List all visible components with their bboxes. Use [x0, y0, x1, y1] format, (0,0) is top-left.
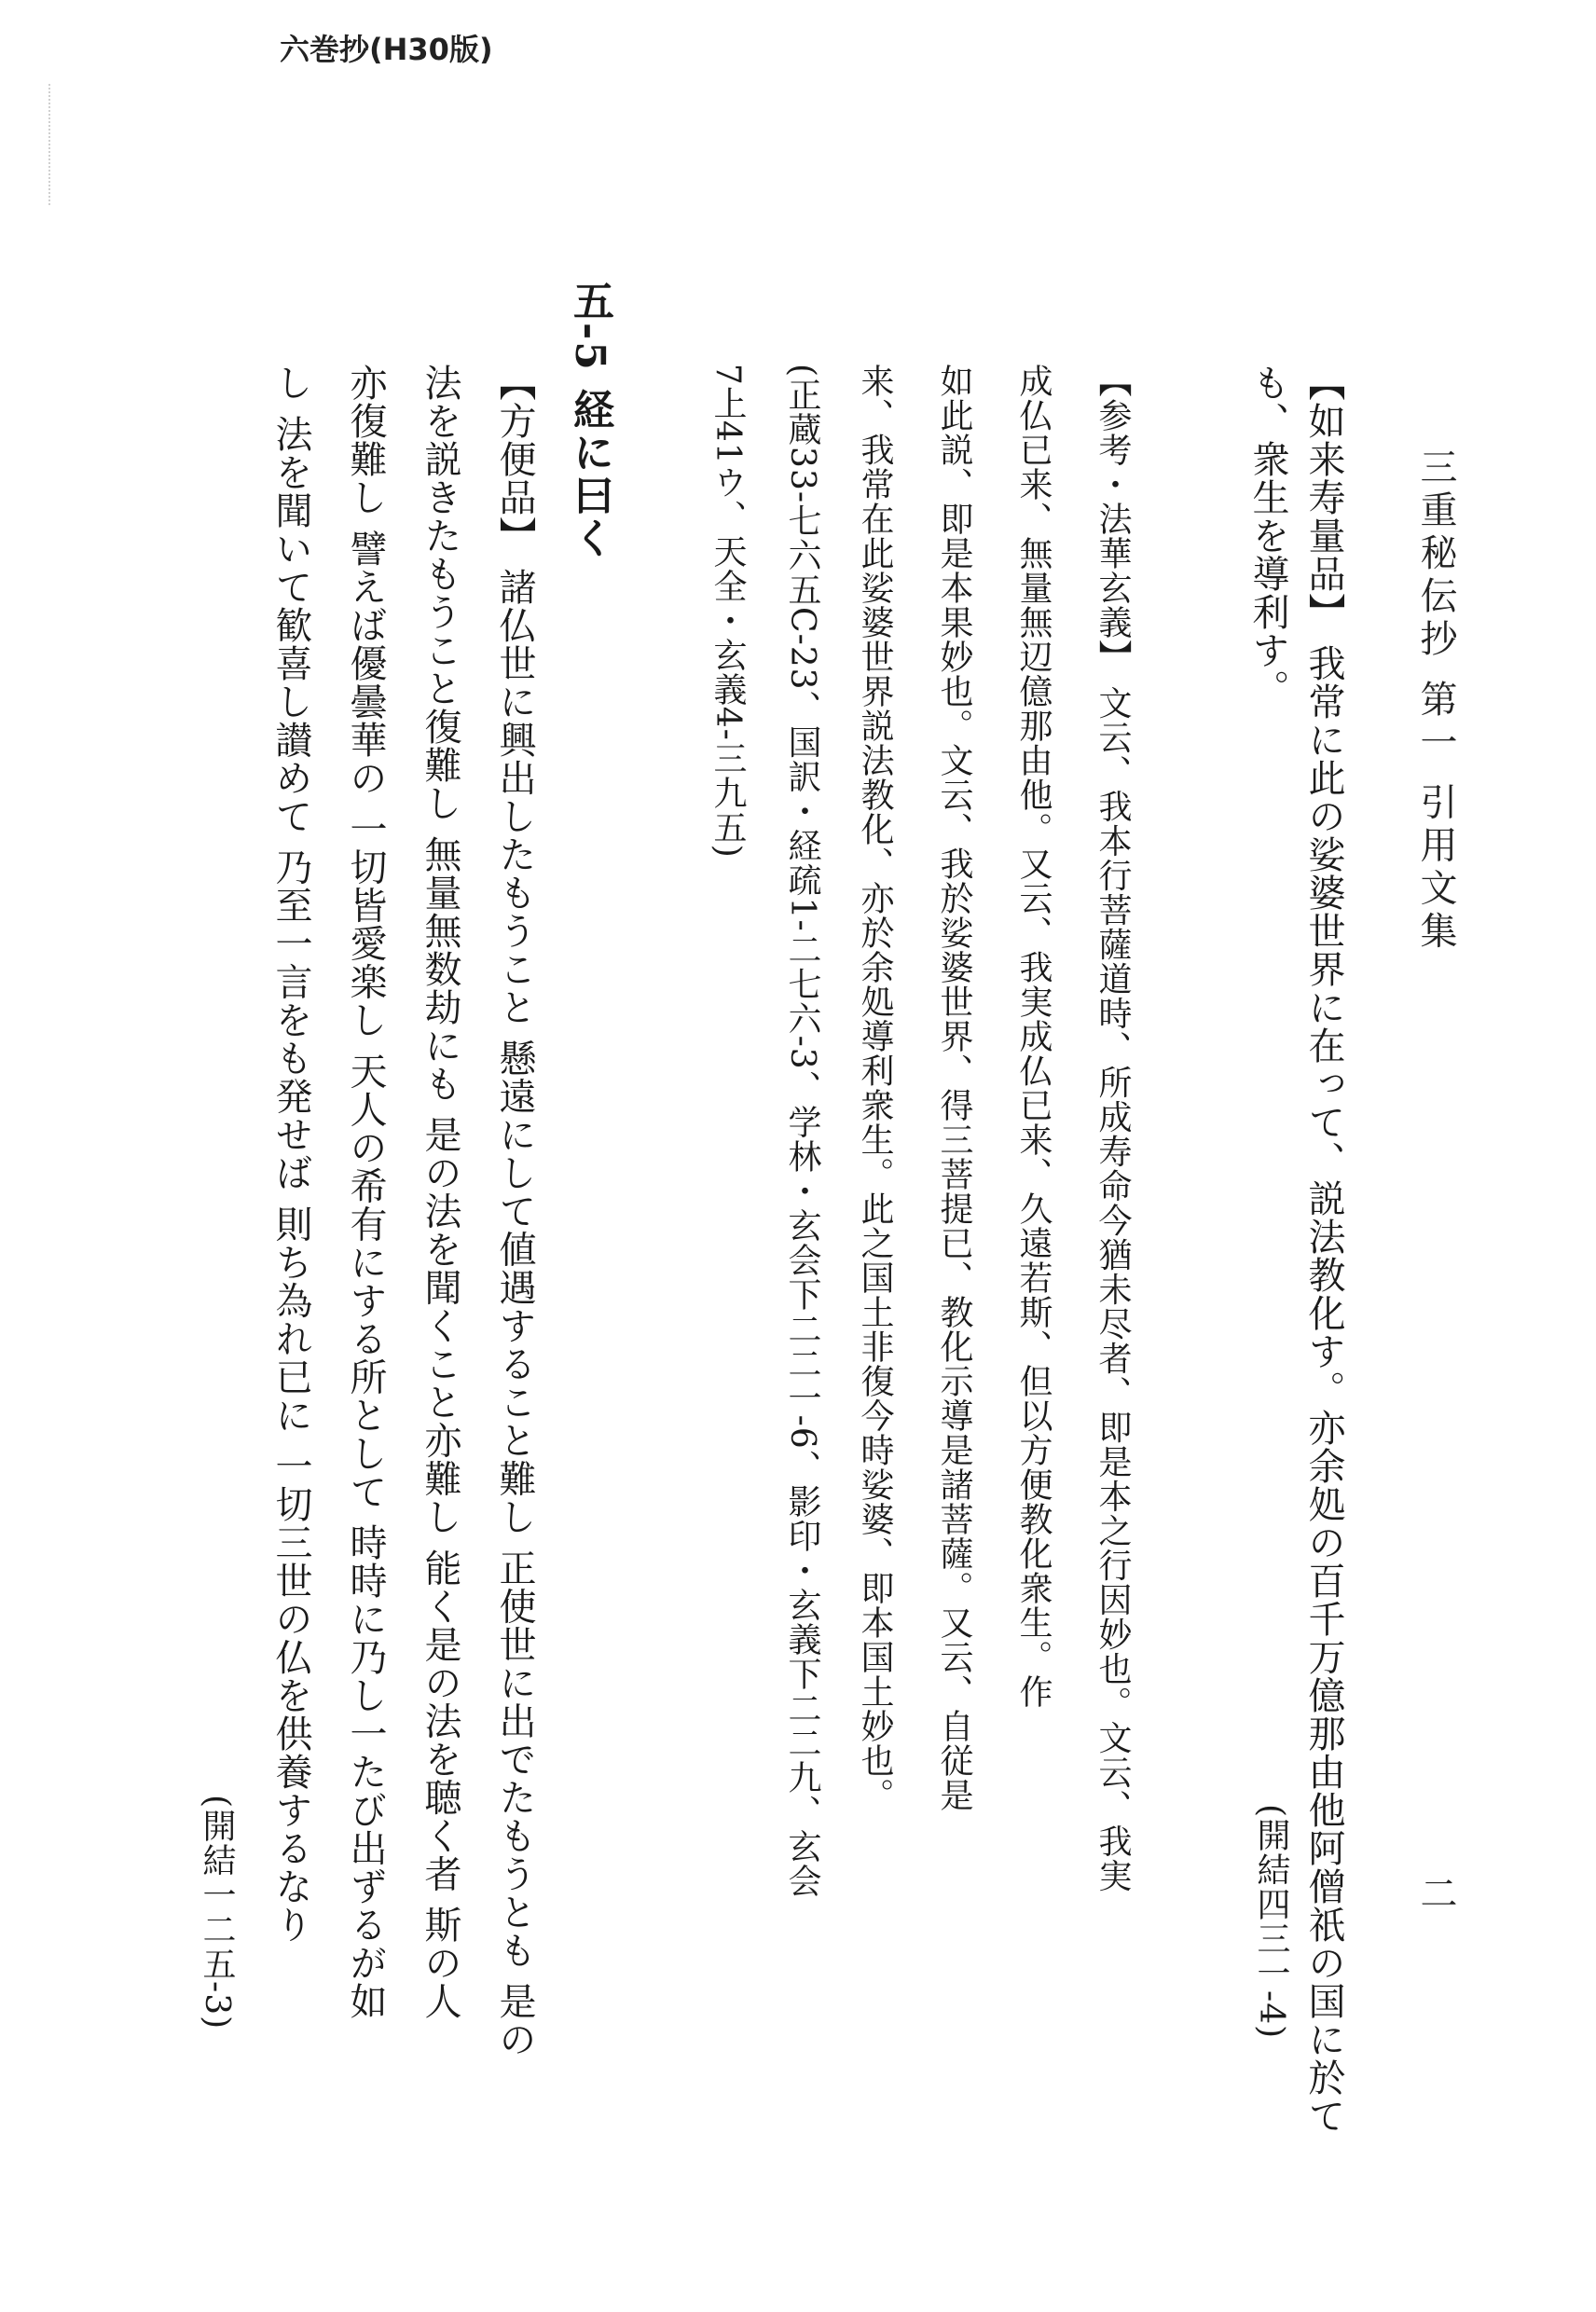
sanko-line-6: 7上41ウ、天全・玄義4-三九五) — [709, 364, 747, 859]
sanko-line-2: 成仏已来、無量無辺億那由他。又云、我実成仏已来、久遠若斯、但以方便教化衆生。作 — [1014, 364, 1053, 1709]
hoben-line-1: 【方便品】 諸仏世に興出したもうこと 懸遠にして値遇すること難し 正使世に出でたもうとも 是の — [493, 364, 536, 2058]
margin-mark — [48, 84, 58, 205]
hoben-line-4: し 法を聞いて歓喜し讃めて 乃至一言をも発せば 則ち為れ已に 一切三世の仏を供養するなり — [269, 364, 312, 1944]
hoben-line-3: 亦復難し 譬えば優曇華の 一切皆愛楽し 天人の希有にする所として 時時に乃し一たび出ずるが如 — [344, 364, 387, 2020]
sanko-line-4: 来、我常在此娑婆世界説法教化、亦於余処導利衆生。此之国土非復今時娑婆、即本国土妙也。 — [856, 364, 894, 1812]
sanko-line-3: 如此説、即是本果妙也。文云、我於娑婆世界、得三菩提已、教化示導是諸菩薩。又云、自従是 — [935, 364, 973, 1812]
hoben-line-2: 法を説きたもうこと復難し 無量無数劫にも 是の法を聞くこと亦難し 能く是の法を聴く者 斯の人 — [419, 364, 461, 2020]
hoben-citation: (開結一二五-3) — [198, 1795, 236, 2030]
page-number: 二 — [1414, 1874, 1457, 1917]
nyorai-line-1: 【如来寿量品】 我常に此の娑婆世界に在って、説法教化す。亦余処の百千万億那由他阿僧祇の国に於て — [1302, 364, 1345, 2135]
section-heading: 五-5 経に曰く — [566, 280, 613, 560]
sanko-line-5: (正蔵33-七六五C-23、国訳・経疏1-二七六-3、学林・玄会下二二一-6、影印・玄義下二二九、玄会 — [783, 364, 821, 1898]
running-title: 三重秘伝抄 第一 引用文集 — [1414, 447, 1457, 955]
sanko-line-1: 【参考・法華玄義】 文云、我本行菩薩道時、所成寿命今猶未尽者、即是本之行因妙也。文云、我実 — [1094, 364, 1132, 1893]
nyorai-citation: (開結四三一-4) — [1252, 1804, 1290, 2040]
nyorai-line-2: も、衆生を導利す。 — [1246, 364, 1289, 708]
book-label: 六巻抄(H30版) — [280, 32, 493, 67]
